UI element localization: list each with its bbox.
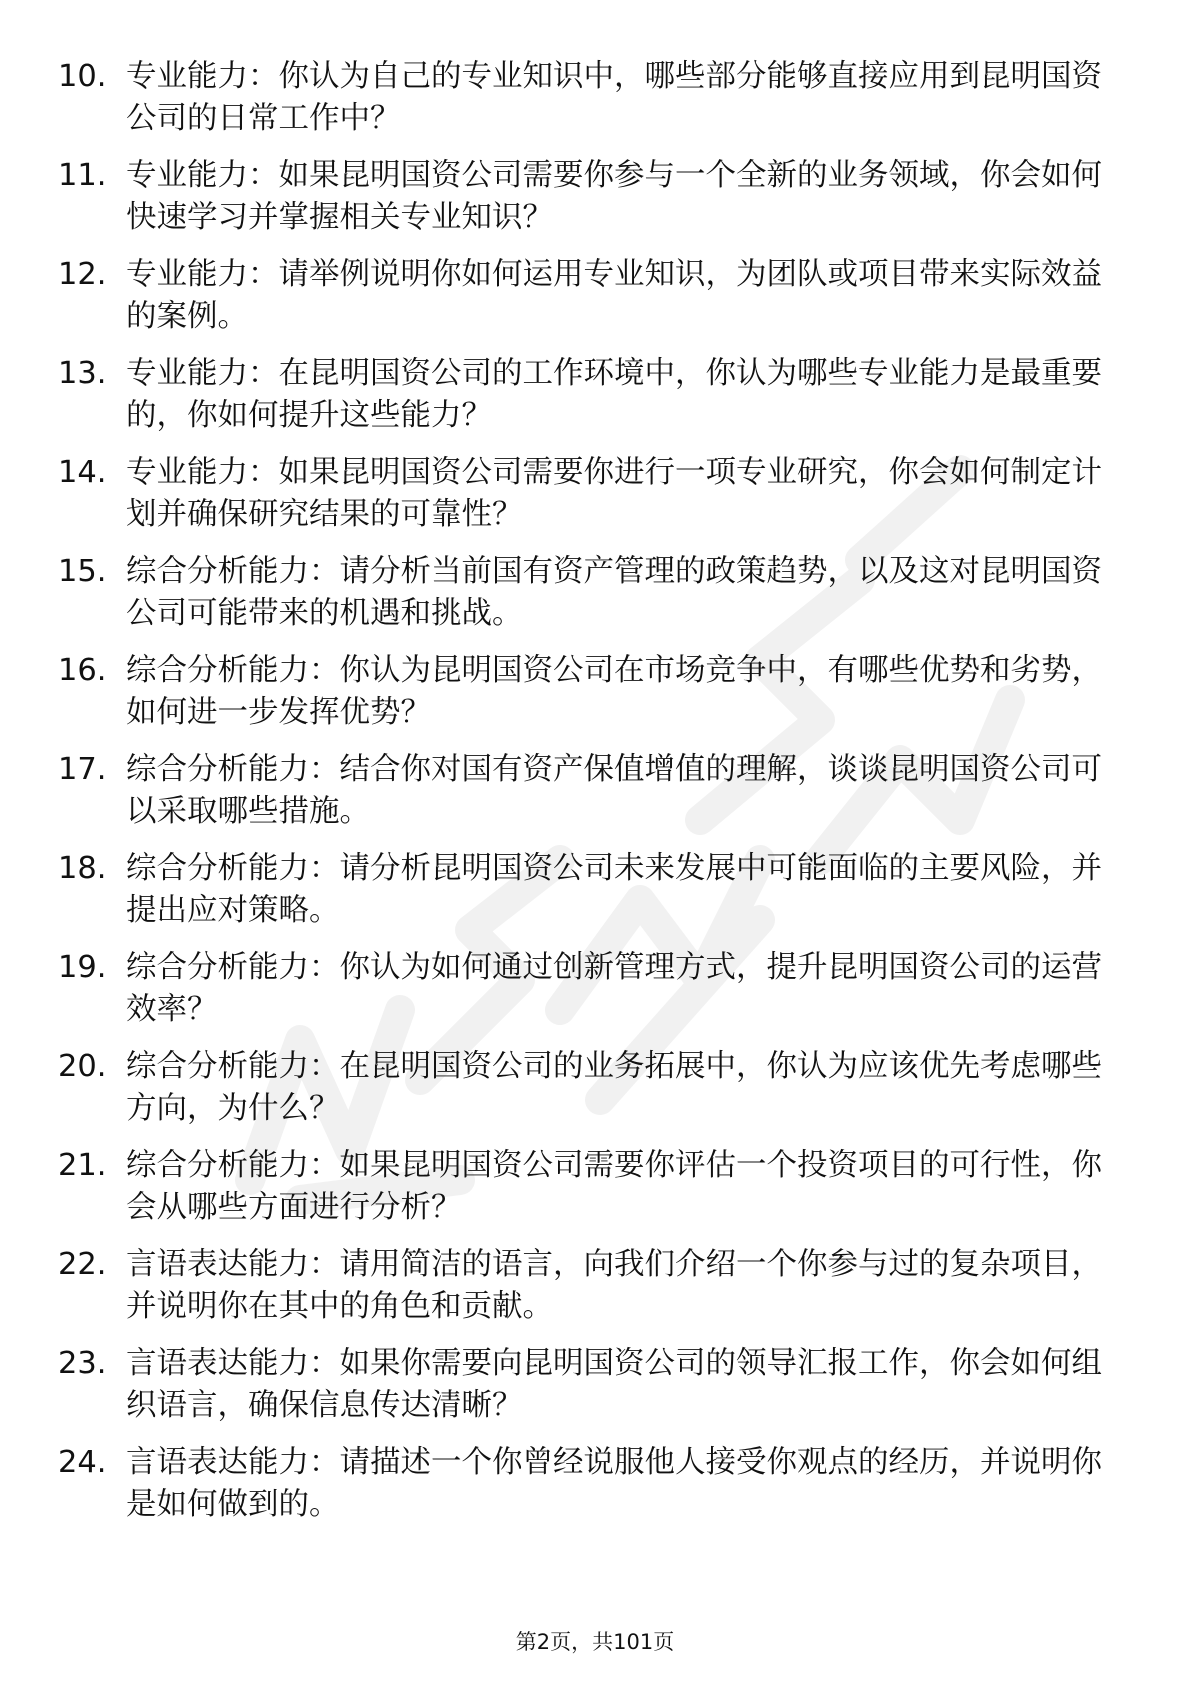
question-number: 19. [58,950,107,985]
question-number: 24. [58,1445,107,1480]
question-number: 10. [58,59,107,94]
question-text: 言语表达能力：请描述一个你曾经说服他人接受你观点的经历，并说明你是如何做到的。 [126,1445,1102,1522]
question-item [0,149,1190,248]
question-item [0,347,1190,446]
question-item [0,1436,1190,1535]
question-item [0,1139,1190,1238]
question-number: 17. [58,752,107,787]
question-item [0,743,1190,842]
question-text: 专业能力：你认为自己的专业知识中，哪些部分能够直接应用到昆明国资公司的日常工作中？ [126,59,1102,136]
question-text: 综合分析能力：如果昆明国资公司需要你评估一个投资项目的可行性，你会从哪些方面进行分析？ [126,1148,1102,1225]
question-text: 专业能力：请举例说明你如何运用专业知识，为团队或项目带来实际效益的案例。 [126,257,1102,334]
question-text: 综合分析能力：请分析昆明国资公司未来发展中可能面临的主要风险，并提出应对策略。 [126,851,1102,928]
question-number: 20. [58,1049,107,1084]
question-text: 综合分析能力：在昆明国资公司的业务拓展中，你认为应该优先考虑哪些方向，为什么？ [126,1049,1102,1126]
question-number: 23. [58,1346,107,1381]
question-number: 22. [58,1247,107,1282]
page-footer: 第2页，共101页 [515,1630,675,1654]
question-number: 16. [58,653,107,688]
question-text: 综合分析能力：你认为如何通过创新管理方式，提升昆明国资公司的运营效率？ [126,950,1102,1027]
question-number: 14. [58,455,107,490]
question-item [0,50,1190,149]
question-number: 18. [58,851,107,886]
question-text: 言语表达能力：如果你需要向昆明国资公司的领导汇报工作，你会如何组织语言，确保信息传达清晰？ [126,1346,1102,1423]
question-item [0,545,1190,644]
question-text: 专业能力：如果昆明国资公司需要你参与一个全新的业务领域，你会如何快速学习并掌握相关专业知识？ [126,158,1102,235]
question-item [0,1337,1190,1436]
question-text: 综合分析能力：你认为昆明国资公司在市场竞争中，有哪些优势和劣势，如何进一步发挥优势？ [126,653,1102,730]
question-item [0,842,1190,941]
question-text: 专业能力：在昆明国资公司的工作环境中，你认为哪些专业能力是最重要的，你如何提升这些能力？ [126,356,1102,433]
question-number: 15. [58,554,107,589]
question-number: 12. [58,257,107,292]
question-number: 21. [58,1148,107,1183]
question-item [0,446,1190,545]
question-item [0,644,1190,743]
question-item [0,1040,1190,1139]
question-text: 专业能力：如果昆明国资公司需要你进行一项专业研究，你会如何制定计划并确保研究结果的可靠性？ [126,455,1102,532]
question-number: 11. [58,158,107,193]
question-item [0,1238,1190,1337]
question-item [0,941,1190,1040]
question-list [0,50,1190,1535]
question-number: 13. [58,356,107,391]
question-text: 综合分析能力：结合你对国有资产保值增值的理解，谈谈昆明国资公司可以采取哪些措施。 [126,752,1102,829]
question-item [0,248,1190,347]
question-text: 言语表达能力：请用简洁的语言，向我们介绍一个你参与过的复杂项目，并说明你在其中的角色和贡献。 [126,1247,1102,1324]
question-text: 综合分析能力：请分析当前国有资产管理的政策趋势，以及这对昆明国资公司可能带来的机遇和挑战。 [126,554,1102,631]
